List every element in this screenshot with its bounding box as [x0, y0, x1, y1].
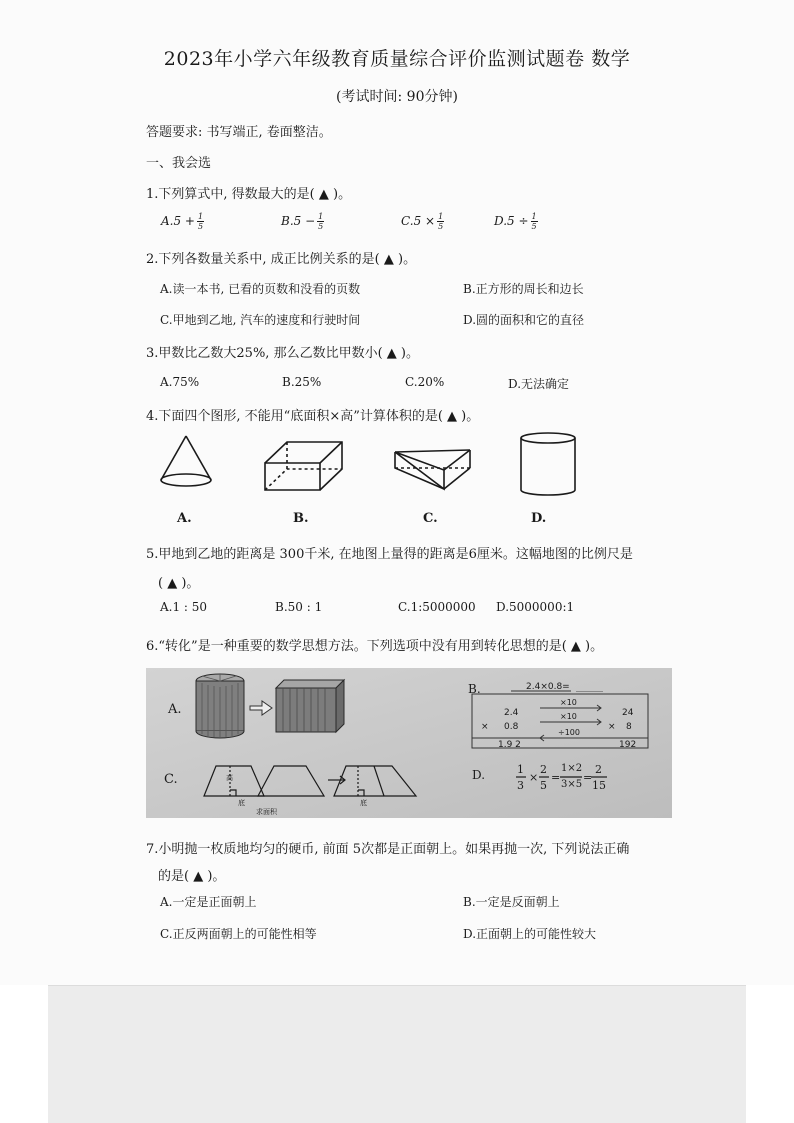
b-second-number: 0.8 — [504, 722, 519, 732]
d-times: × — [529, 771, 539, 784]
exam-title: 2023年小学六年级教育质量综合评价监测试题卷 数学 — [163, 48, 631, 70]
b-right-second: 8 — [626, 722, 632, 732]
b-arrow-label-2: ×10 — [560, 712, 577, 721]
question-7-option-b: B.一定是反面朝上 — [463, 895, 560, 909]
photo-label-c: C. — [164, 772, 178, 787]
question-3-stem: 3.甲数比乙数大25%, 那么乙数比甲数小( ▲ )。 — [146, 346, 419, 361]
d-frac2-num: 2 — [540, 763, 547, 776]
question-2-stem: 2.下列各数量关系中, 成正比例关系的是( ▲ )。 — [146, 252, 417, 267]
figure-label-c: C. — [423, 511, 438, 526]
question-7-stem-line2: 的是( ▲ )。 — [158, 869, 226, 884]
question-2-option-a: A.读一本书, 已看的页数和没看的页数 — [160, 282, 361, 296]
viewer-background — [0, 985, 794, 1122]
question-3-option-a: A.75% — [160, 375, 200, 389]
d-equals-1: = — [551, 771, 561, 784]
b-arrow-label-3: ÷100 — [558, 728, 580, 737]
triangular-prism-figure — [395, 450, 470, 489]
d-frac2-den: 5 — [540, 779, 547, 792]
d-frac4-num: 2 — [595, 763, 602, 776]
question-2-option-b: B.正方形的周长和边长 — [463, 282, 584, 296]
c-height-label: 高 — [226, 774, 233, 782]
question-2-option-d: D.圆的面积和它的直径 — [463, 313, 585, 327]
cylinder-figure — [521, 433, 575, 495]
solid-figures — [150, 430, 590, 502]
question-4-stem: 4.下面四个图形, 不能用“底面积×高”计算体积的是( ▲ )。 — [146, 409, 480, 424]
b-top-number: 2.4 — [504, 708, 519, 718]
answer-requirements: 答题要求: 书写端正, 卷面整洁。 — [146, 125, 332, 140]
question-1-option-b: B.5 − $\frac{1}{5}$ — [281, 212, 324, 231]
d-frac1-num: 1 — [517, 763, 524, 776]
question-5-stem-line1: 5.甲地到乙地的距离是 300千米, 在地图上量得的距离是6厘米。这幅地图的比例尺是 — [146, 547, 633, 562]
question-5-option-d: D.5000000:1 — [496, 600, 575, 614]
option-a-cuboid-result — [276, 680, 344, 732]
d-frac3-num: 1×2 — [561, 763, 583, 774]
d-frac1-den: 3 — [517, 779, 524, 792]
question-7-stem-line1: 7.小明抛一枚质地均匀的硬币, 前面 5次都是正面朝上。如果再抛一次, 下列说法正确 — [146, 842, 630, 857]
question-1-option-c: C.5 × $\frac{1}{5}$ — [401, 212, 444, 231]
b-right-times: × — [608, 722, 616, 732]
exam-duration: (考试时间: 90分钟) — [336, 89, 458, 105]
photo-label-a: A. — [168, 702, 182, 717]
b-equation: 2.4×0.8= — [526, 682, 570, 692]
c-base-label: 底 — [238, 799, 245, 807]
b-arrow-label-1: ×10 — [560, 698, 577, 707]
figure-label-b: B. — [293, 511, 309, 526]
photo-label-b: B. — [468, 682, 481, 696]
question-5-stem-line2: ( ▲ )。 — [158, 576, 200, 591]
b-result: 1.9 2 — [498, 740, 521, 750]
question-1-option-a: A.5 + $\frac{1}{5}$ — [161, 212, 204, 231]
question-3-option-c: C.20% — [405, 375, 445, 389]
photo-label-d: D. — [472, 768, 486, 782]
question-6-stem: 6.“转化”是一种重要的数学思想方法。下列选项中没有用到转化思想的是( ▲ )。 — [146, 639, 604, 654]
question-3-option-d: D.无法确定 — [508, 377, 570, 391]
question-6-photo — [146, 668, 672, 818]
b-times: × — [481, 722, 489, 732]
d-equals-2: = — [583, 771, 593, 784]
b-right-result: 192 — [619, 740, 637, 750]
question-5-option-b: B.50 : 1 — [275, 600, 323, 614]
question-2-option-c: C.甲地到乙地, 汽车的速度和行驶时间 — [160, 313, 361, 327]
question-5-option-a: A.1 : 50 — [160, 600, 208, 614]
section-heading: 一、我会选 — [146, 156, 212, 171]
b-blank: ______ — [576, 682, 603, 692]
c-base-label-2: 底 — [360, 799, 367, 807]
c-caption: 求面积 — [256, 808, 277, 816]
next-page-card — [48, 985, 746, 1123]
b-right-top: 24 — [622, 708, 634, 718]
d-frac3-den: 3×5 — [561, 779, 583, 790]
cuboid-figure — [265, 442, 342, 490]
question-1-stem: 1.下列算式中, 得数最大的是( ▲ )。 — [146, 187, 352, 202]
option-a-cylinder-cut — [196, 674, 244, 738]
question-1-option-d: D.5 ÷ $\frac{1}{5}$ — [494, 212, 537, 231]
question-5-option-c: C.1:5000000 — [398, 600, 476, 614]
cone-figure — [161, 436, 211, 486]
question-3-option-b: B.25% — [282, 375, 322, 389]
d-frac4-den: 15 — [592, 779, 606, 792]
question-7-option-a: A.一定是正面朝上 — [160, 895, 257, 909]
figure-label-d: D. — [531, 511, 547, 526]
figure-label-a: A. — [177, 511, 192, 526]
question-7-option-d: D.正面朝上的可能性较大 — [463, 927, 597, 941]
question-7-option-c: C.正反两面朝上的可能性相等 — [160, 927, 317, 941]
